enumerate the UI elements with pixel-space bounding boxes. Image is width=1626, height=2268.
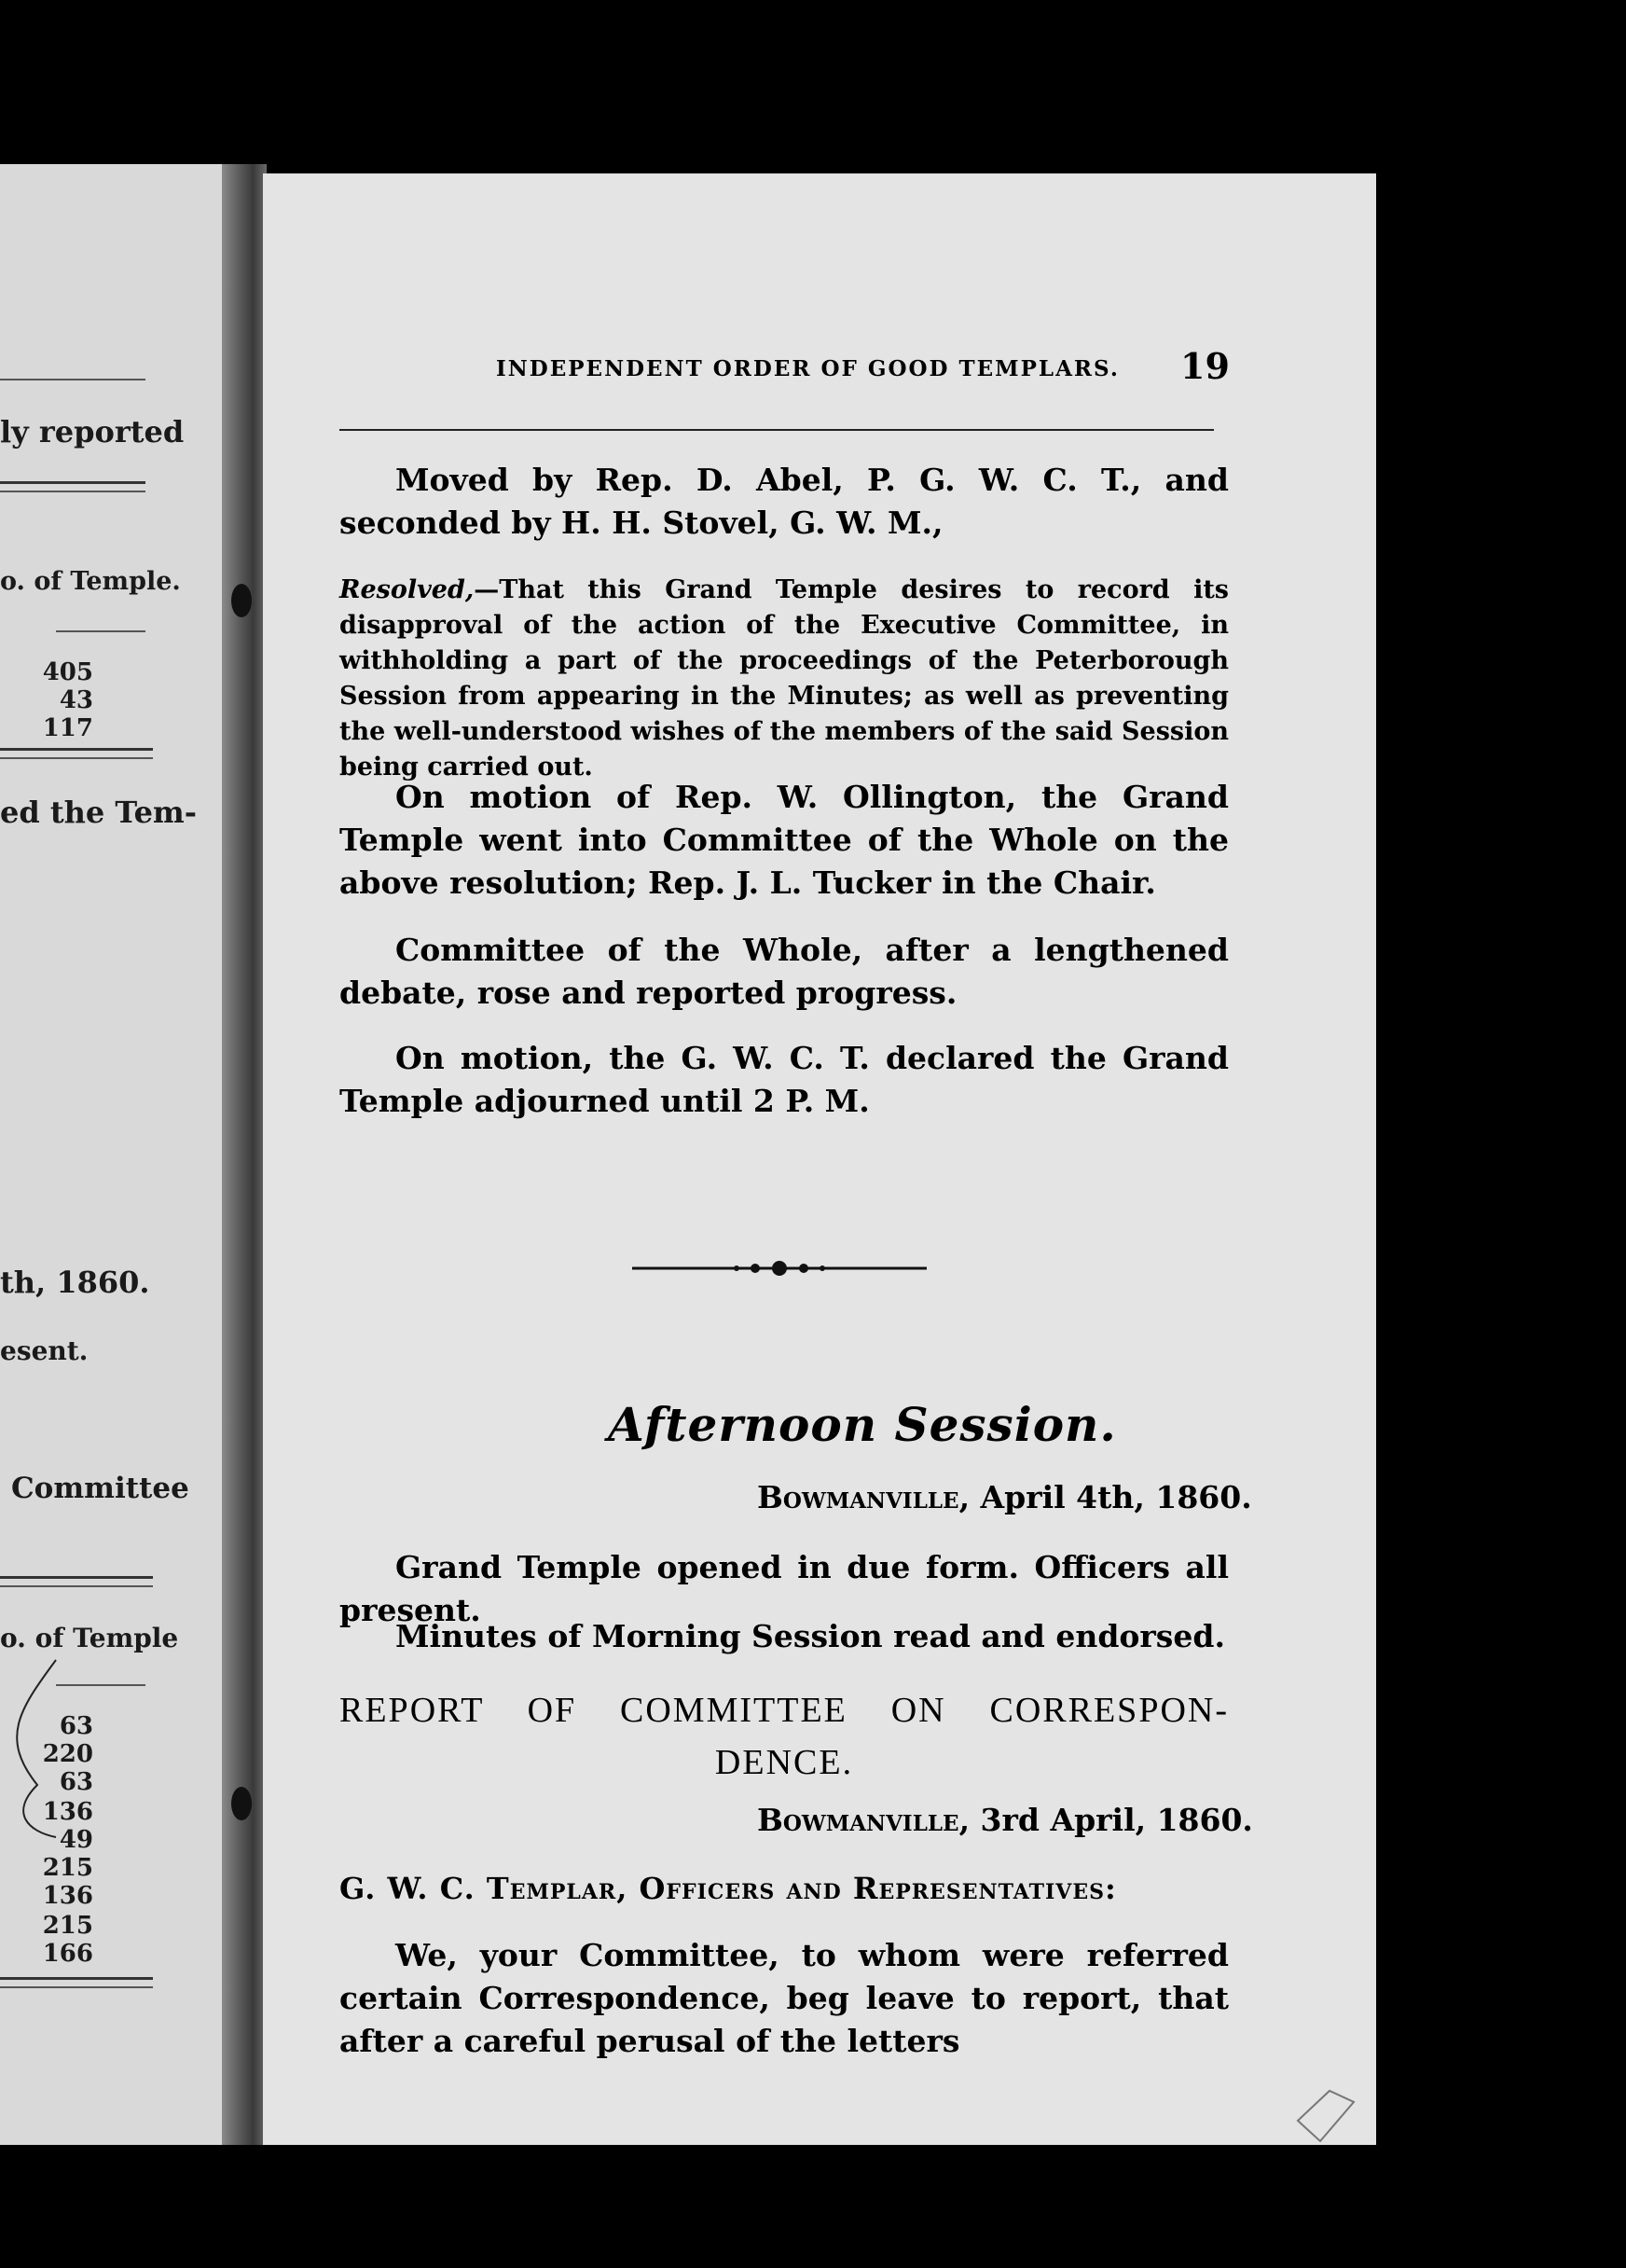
report-dateline-date: , 3rd April, 1860. xyxy=(958,1802,1253,1838)
ornament-divider xyxy=(632,1255,927,1281)
facing-line: th, 1860. xyxy=(0,1265,150,1300)
facing-rule xyxy=(0,379,145,380)
motion-text: On motion of Rep. W. Ollington, the Grand Temple went into Committee of the Whole on the above resolution; Rep. J. L. Tucker in the Chair. xyxy=(339,779,1229,901)
facing-number: 49 xyxy=(59,1826,93,1854)
facing-rule xyxy=(0,1576,153,1579)
resolution-paragraph xyxy=(339,573,1229,785)
resolved-text: —That this Grand Temple desires to record its disapproval of the action of the Executive Committee, in withholding a part of the proceedings of the Peterborough Session from appearing in the Minutes; as well as preventing the well-understood wishes of the members of the said Session being carried out. xyxy=(339,575,1229,781)
dateline-date: , April 4th, 1860. xyxy=(958,1479,1252,1515)
facing-rule xyxy=(0,748,153,751)
page-corner-fold xyxy=(1292,2083,1357,2145)
punch-hole xyxy=(231,584,252,617)
facing-number: 136 xyxy=(42,1882,93,1910)
report-title xyxy=(339,1684,1229,1789)
moved-text: Moved by Rep. D. Abel, P. G. W. C. T., and seconded by H. H. Stovel, G. W. M., xyxy=(339,462,1229,541)
minutes-text: Minutes of Morning Session read and endorsed. xyxy=(395,1618,1225,1654)
facing-rule xyxy=(0,481,145,484)
punch-hole xyxy=(231,1787,252,1820)
afternoon-dateline xyxy=(757,1479,1252,1515)
facing-number: 405 xyxy=(42,658,93,686)
facing-number: 117 xyxy=(42,714,93,742)
committee-paragraph xyxy=(339,929,1229,1015)
facing-line: Committee xyxy=(11,1472,189,1505)
facing-line: o. of Temple. xyxy=(0,567,181,596)
facing-number: 215 xyxy=(42,1854,93,1882)
facing-rule xyxy=(0,757,153,759)
facing-number: 63 xyxy=(59,1712,93,1740)
page-number: 19 xyxy=(1180,345,1230,387)
facing-number: 63 xyxy=(59,1768,93,1796)
bracket-mark xyxy=(0,1654,65,1841)
running-head: INDEPENDENT ORDER OF GOOD TEMPLARS. xyxy=(496,356,1120,381)
binding-gutter xyxy=(222,164,267,2145)
facing-number: 43 xyxy=(59,686,93,714)
facing-line: ly reported xyxy=(0,414,185,449)
motion-paragraph xyxy=(339,776,1229,905)
resolved-label: Resolved, xyxy=(339,575,475,604)
facing-rule xyxy=(56,630,145,632)
report-dateline xyxy=(757,1802,1253,1838)
report-opening-paragraph xyxy=(339,1934,1229,2063)
report-title-line1: REPORT OF COMMITTEE ON CORRESPON- xyxy=(339,1691,1229,1730)
adjourn-text: On motion, the G. W. C. T. declared the Grand Temple adjourned until 2 P. M. xyxy=(339,1040,1229,1119)
facing-page xyxy=(0,164,224,2145)
report-title-line2: DENCE. xyxy=(714,1743,854,1782)
adjourn-paragraph xyxy=(339,1037,1229,1123)
facing-line: ed the Tem- xyxy=(0,795,198,830)
facing-number: 220 xyxy=(42,1740,93,1768)
dateline-place: Bowmanville xyxy=(757,1479,959,1515)
facing-line: o. of Temple xyxy=(0,1623,179,1653)
committee-text: Committee of the Whole, after a lengthened debate, rose and reported progress. xyxy=(339,932,1229,1011)
salutation: G. W. C. Templar, Officers and Representatives: xyxy=(339,1871,1117,1906)
report-dateline-place: Bowmanville xyxy=(757,1802,959,1838)
facing-rule xyxy=(0,1986,153,1988)
report-opening-text: We, your Committee, to whom were referred certain Correspondence, beg leave to report, that after a careful perusal of the letters xyxy=(339,1937,1229,2059)
facing-line: esent. xyxy=(0,1335,89,1366)
facing-rule xyxy=(56,1684,145,1686)
afternoon-heading: Afternoon Session. xyxy=(608,1397,1117,1452)
facing-rule xyxy=(0,1977,153,1980)
moved-paragraph xyxy=(339,459,1229,545)
header-rule xyxy=(339,429,1214,431)
minutes-paragraph xyxy=(339,1615,1229,1658)
facing-number: 136 xyxy=(42,1798,93,1826)
facing-rule xyxy=(0,1585,153,1587)
facing-number: 215 xyxy=(42,1912,93,1940)
facing-number: 166 xyxy=(42,1940,93,1968)
opened-text: Grand Temple opened in due form. Officers all present. xyxy=(339,1549,1229,1628)
facing-rule xyxy=(0,491,145,492)
